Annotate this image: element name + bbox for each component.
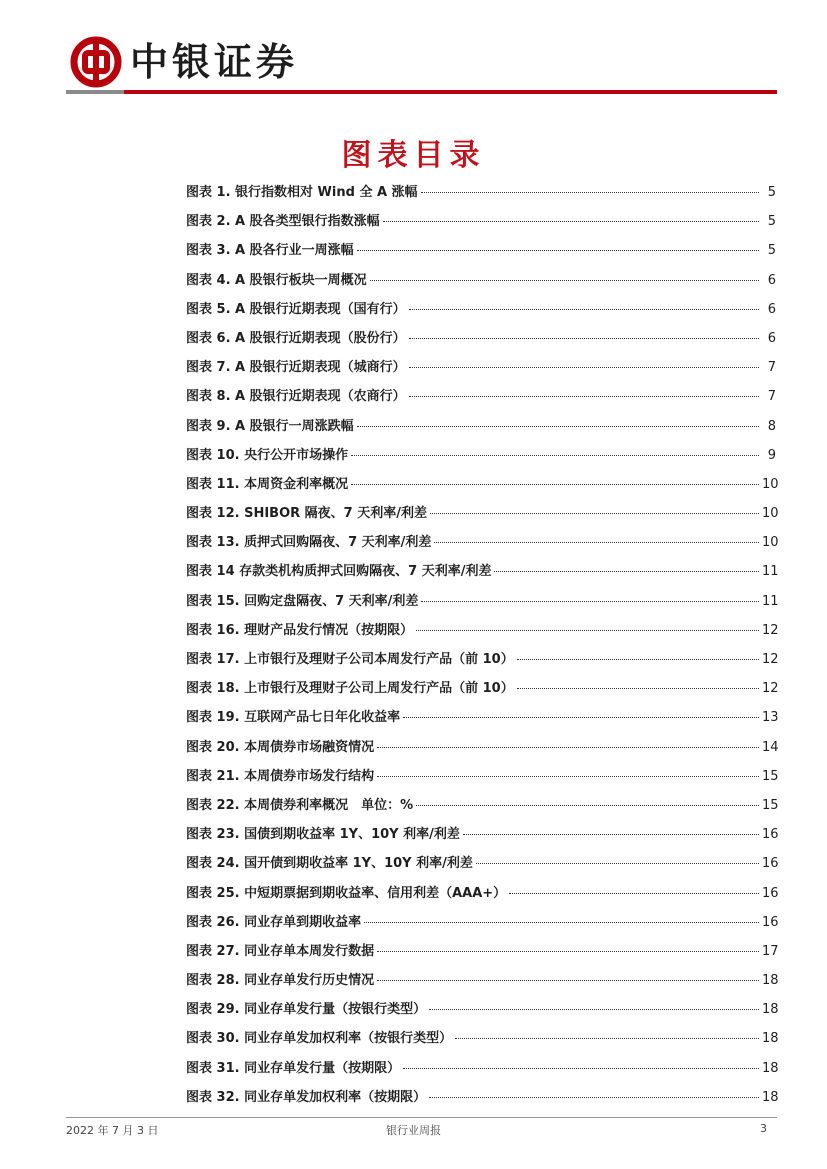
toc-dot-leader [416, 804, 759, 806]
toc-dot-leader [421, 600, 759, 602]
toc-entry-label: 图表 15. 回购定盘隔夜、7 天利率/利差 [186, 593, 419, 609]
brand-name: 中银证券 [130, 39, 299, 84]
toc-entry[interactable] [186, 178, 776, 207]
toc-entry-page: 18 [762, 973, 779, 989]
toc-entry-page: 9 [767, 447, 776, 463]
toc-entry[interactable] [186, 441, 776, 470]
table-of-figures [186, 178, 779, 1112]
toc-dot-leader [370, 279, 759, 281]
toc-entry-label: 图表 32. 同业存单发加权利率（按期限） [186, 1089, 427, 1105]
toc-entry-page: 16 [762, 914, 779, 930]
toc-dot-leader [430, 512, 759, 514]
toc-entry-label: 图表 4. A 股银行板块一周概况 [186, 272, 367, 288]
toc-entry-label: 图表 14 存款类机构质押式回购隔夜、7 天利率/利差 [186, 564, 492, 580]
toc-entry-label: 图表 3. A 股各行业一周涨幅 [186, 243, 354, 259]
toc-entry-page: 12 [762, 622, 779, 638]
toc-entry-label: 图表 24. 国开债到期收益率 1Y、10Y 利率/利差 [186, 856, 473, 872]
toc-dot-leader [429, 1008, 759, 1010]
footer-page-number: 3 [760, 1122, 767, 1135]
toc-entry-page: 10 [762, 476, 779, 492]
toc-entry-label: 图表 6. A 股银行近期表现（股份行） [186, 330, 406, 346]
toc-entry[interactable] [186, 1054, 779, 1083]
page-title: 图表目录 [341, 138, 486, 173]
toc-entry[interactable] [186, 762, 779, 791]
toc-entry-label: 图表 8. A 股银行近期表现（农商行） [186, 389, 406, 405]
footer-report-type: 银行业周报 [386, 1124, 441, 1137]
toc-entry[interactable] [186, 616, 779, 645]
toc-entry-label: 图表 30. 同业存单发加权利率（按银行类型） [186, 1031, 453, 1047]
toc-entry-label: 图表 9. A 股银行一周涨跌幅 [186, 418, 354, 434]
toc-entry[interactable] [186, 499, 779, 528]
toc-dot-leader [351, 483, 759, 485]
toc-entry[interactable] [186, 353, 776, 382]
toc-entry[interactable] [186, 382, 776, 411]
toc-dot-leader [409, 308, 759, 310]
toc-entry[interactable] [186, 820, 779, 849]
toc-entry-label: 图表 26. 同业存单到期收益率 [186, 914, 362, 930]
header-rule-gray [66, 90, 124, 94]
toc-entry-page: 6 [767, 272, 776, 288]
toc-entry-page: 5 [767, 243, 776, 259]
toc-entry-label: 图表 31. 同业存单发行量（按期限） [186, 1060, 401, 1076]
toc-entry-label: 图表 29. 同业存单发行量（按银行类型） [186, 1002, 427, 1018]
toc-entry[interactable] [186, 266, 776, 295]
page-header [66, 30, 777, 96]
toc-entry-page: 7 [767, 389, 776, 405]
toc-entry-page: 5 [767, 185, 776, 200]
toc-entry-page: 15 [762, 768, 779, 784]
toc-entry-label: 图表 7. A 股银行近期表现（城商行） [186, 360, 406, 376]
toc-entry[interactable] [186, 236, 776, 265]
toc-entry-label: 图表 11. 本周资金利率概况 [186, 476, 349, 492]
toc-dot-leader [463, 833, 759, 835]
toc-dot-leader [357, 425, 759, 427]
toc-entry[interactable] [186, 645, 779, 674]
toc-dot-leader [455, 1037, 759, 1039]
toc-entry-label: 图表 21. 本周债券市场发行结构 [186, 768, 375, 784]
toc-entry-label: 图表 2. A 股各类型银行指数涨幅 [186, 214, 380, 230]
toc-entry-page: 5 [767, 214, 776, 230]
toc-entry[interactable] [186, 703, 779, 732]
toc-entry-page: 7 [767, 360, 776, 376]
toc-entry[interactable] [186, 733, 779, 762]
toc-entry[interactable] [186, 470, 779, 499]
toc-entry-label: 图表 17. 上市银行及理财子公司本周发行产品（前 10） [186, 652, 514, 667]
toc-dot-leader [434, 541, 759, 543]
toc-entry[interactable] [186, 528, 779, 557]
toc-entry[interactable] [186, 324, 776, 353]
toc-dot-leader [357, 249, 759, 251]
toc-dot-leader [416, 629, 759, 631]
toc-entry-page: 6 [767, 301, 776, 317]
toc-entry[interactable] [186, 1024, 779, 1053]
toc-entry-label: 图表 16. 理财产品发行情况（按期限） [186, 622, 414, 638]
toc-entry[interactable] [186, 908, 779, 937]
toc-entry-label: 图表 22. 本周债券利率概况 单位：% [186, 797, 414, 813]
toc-dot-leader [494, 570, 759, 572]
toc-entry-page: 13 [762, 710, 779, 726]
toc-dot-leader [403, 716, 759, 718]
toc-entry-page: 14 [762, 739, 779, 755]
toc-dot-leader [429, 1096, 759, 1098]
toc-entry-label: 图表 18. 上市银行及理财子公司上周发行产品（前 10） [186, 681, 514, 697]
toc-dot-leader [517, 658, 759, 660]
toc-entry-page: 12 [762, 652, 779, 667]
header-rule-red [124, 90, 777, 94]
toc-entry-page: 16 [762, 885, 779, 901]
toc-dot-leader [509, 892, 759, 894]
toc-entry[interactable] [186, 937, 779, 966]
toc-dot-leader [409, 395, 759, 397]
toc-dot-leader [421, 191, 759, 193]
footer-date: 2022 年 7 月 3 日 [66, 1124, 159, 1137]
toc-entry-page: 18 [762, 1089, 779, 1105]
bank-of-china-logo-icon [70, 36, 122, 88]
toc-dot-leader [351, 454, 759, 456]
toc-entry-label: 图表 27. 同业存单本周发行数据 [186, 943, 375, 959]
toc-dot-leader [377, 746, 759, 748]
toc-entry-page: 12 [762, 681, 779, 697]
toc-dot-leader [476, 862, 759, 864]
toc-dot-leader [364, 921, 759, 923]
toc-entry[interactable] [186, 587, 779, 616]
toc-entry-label: 图表 25. 中短期票据到期收益率、信用利差（AAA+） [186, 885, 507, 901]
toc-dot-leader [377, 775, 759, 777]
toc-dot-leader [517, 687, 759, 689]
toc-entry-label: 图表 20. 本周债券市场融资情况 [186, 739, 375, 755]
toc-entry[interactable] [186, 295, 776, 324]
toc-entry-label: 图表 19. 互联网产品七日年化收益率 [186, 710, 401, 726]
toc-entry-label: 图表 10. 央行公开市场操作 [186, 447, 349, 463]
toc-entry-page: 11 [762, 593, 779, 609]
toc-entry-label: 图表 1. 银行指数相对 Wind 全 A 涨幅 [186, 185, 418, 200]
toc-dot-leader [377, 979, 759, 981]
toc-entry[interactable] [186, 879, 779, 908]
toc-entry[interactable] [186, 207, 776, 236]
toc-entry-label: 图表 23. 国债到期收益率 1Y、10Y 利率/利差 [186, 827, 460, 843]
toc-entry[interactable] [186, 1083, 779, 1112]
toc-entry-page: 17 [762, 943, 779, 959]
toc-entry-label: 图表 28. 同业存单发行历史情况 [186, 973, 375, 989]
toc-entry[interactable] [186, 412, 776, 441]
toc-entry-label: 图表 5. A 股银行近期表现（国有行） [186, 301, 406, 317]
toc-entry-page: 15 [762, 797, 779, 813]
toc-entry-page: 18 [762, 1031, 779, 1047]
toc-dot-leader [409, 337, 759, 339]
toc-entry-page: 6 [767, 330, 776, 346]
toc-entry[interactable] [186, 966, 779, 995]
footer-rule [66, 1117, 777, 1118]
toc-entry-page: 18 [762, 1060, 779, 1076]
toc-dot-leader [409, 366, 759, 368]
toc-entry-label: 图表 13. 质押式回购隔夜、7 天利率/利差 [186, 535, 432, 551]
toc-dot-leader [377, 950, 759, 952]
toc-dot-leader [383, 220, 759, 222]
toc-entry-page: 11 [762, 564, 779, 580]
toc-entry[interactable] [186, 791, 779, 820]
toc-entry-page: 10 [762, 535, 779, 551]
toc-entry-page: 10 [762, 506, 779, 522]
toc-entry[interactable] [186, 995, 779, 1024]
toc-entry[interactable] [186, 557, 779, 586]
toc-entry-page: 8 [767, 418, 776, 434]
toc-entry-page: 18 [762, 1002, 779, 1018]
toc-entry[interactable] [186, 674, 779, 703]
toc-entry-label: 图表 12. SHIBOR 隔夜、7 天利率/利差 [186, 506, 427, 522]
toc-dot-leader [403, 1067, 759, 1069]
toc-entry[interactable] [186, 849, 779, 878]
toc-entry-page: 16 [762, 827, 779, 843]
toc-entry-page: 16 [762, 856, 779, 872]
